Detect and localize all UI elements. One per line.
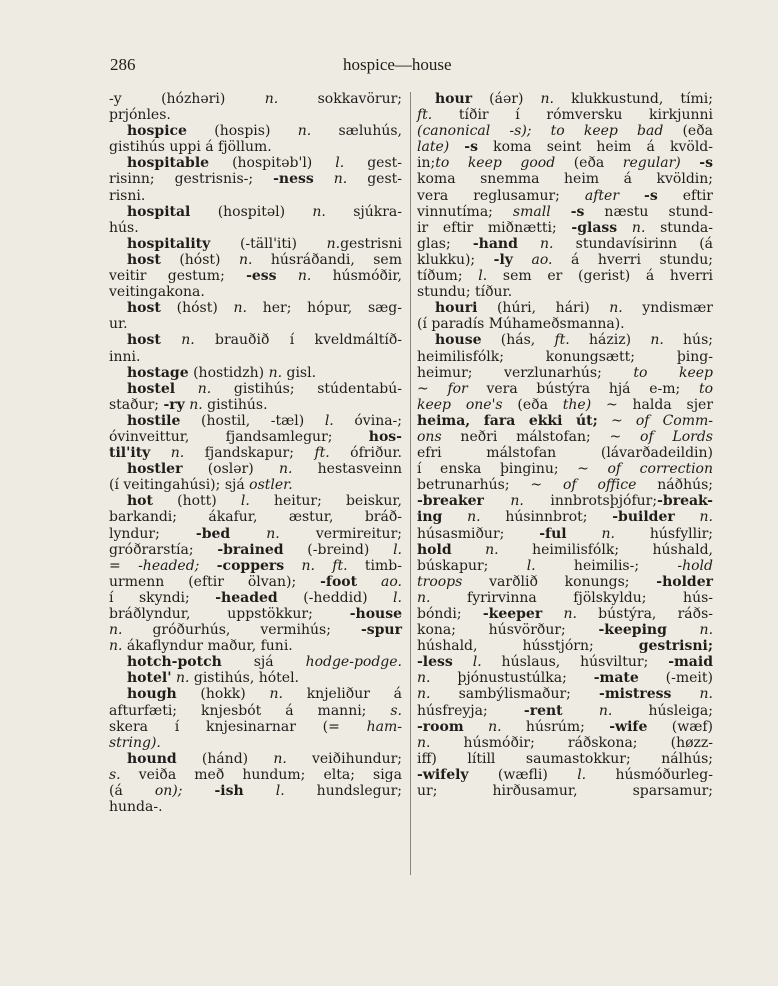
text-line: n. þjónustustúlka; -mate (-meit) [417, 670, 713, 687]
text-line: hound (hánd) n. veiðihundur; [127, 750, 403, 767]
text-line: stundu; tíður. [417, 284, 513, 301]
running-head: hospice—house [343, 55, 452, 74]
right-column [417, 91, 713, 799]
text-line: í skyndi; -headed (-heddid) l. [109, 589, 402, 606]
page-header [0, 55, 778, 79]
text-line: ft. tíðir í rómversku kirkjunni [417, 107, 713, 124]
text-line: in;to keep good (eða regular) -s [417, 155, 713, 172]
text-line: urmenn (eftir ölvan); -foot ao. [109, 573, 402, 590]
text-line: hospitable (hospitəb'l) l. gest- [127, 155, 402, 172]
text-line: húsasmiður; -ful n. húsfyllir; [417, 525, 713, 542]
text-line: ir eftir miðnætti; -glass n. stunda- [417, 219, 713, 236]
text-line: veitir gestum; -ess n. húsmóðir, [109, 268, 403, 285]
text-line: host (hóst) n. húsráðandi, sem [127, 251, 402, 268]
text-line: hunda-. [109, 799, 163, 816]
text-line: (í paradís Múhameðsmanna). [417, 316, 625, 333]
text-line: gróðrarstía; -brained (-breind) l. [109, 541, 403, 558]
text-line: gistihús uppi á fjöllum. [109, 139, 272, 156]
text-line: búskapur; l. heimilis-; -hold [417, 557, 713, 574]
text-line: -wifely (wæfli) l. húsmóðurleg- [417, 766, 713, 783]
text-line: koma snemma heim á kvöldin; [417, 171, 713, 188]
text-line: betrunarhús; ~ of office náðhús; [417, 477, 713, 494]
text-line: hotch-potch sjá hodge-podge. [127, 654, 402, 671]
text-line: troops varðlið konungs; -holder [417, 573, 713, 590]
text-line: hold n. heimilisfólk; húshald, [417, 541, 713, 558]
text-line: kona; húsvörður; -keeping n. [417, 622, 714, 639]
text-line: string). [109, 734, 161, 751]
text-line: hostile (hostil, -tæl) l. óvina-; [127, 412, 402, 429]
text-line: hour (áər) n. klukkustund, tími; [435, 91, 713, 107]
text-line: lyndur; -bed n. vermireitur; [109, 525, 402, 542]
text-line: host n. brauðið í kveldmáltíð- [127, 332, 402, 349]
text-line: hot (hott) l. heitur; beiskur, [127, 493, 402, 510]
text-line: barkandi; ákafur, æstur, bráð- [109, 509, 402, 526]
text-line: -breaker n. innbrotsþjófur;-break- [417, 493, 713, 510]
text-line: = -headed; -coppers n. ft. timb- [109, 557, 402, 574]
text-line: hotel' n. gistihús, hótel. [127, 670, 300, 687]
text-line: (á on); -ish l. hundslegur; [109, 783, 403, 800]
text-line: bráðlyndur, uppstökkur; -house [109, 606, 402, 622]
text-line: vinnutíma; small -s næstu stund- [417, 203, 713, 220]
text-line: veitingakona. [109, 284, 205, 301]
text-line: (í veitingahúsi); sjá ostler. [109, 477, 293, 494]
text-line: vera reglusamur; after -s eftir [417, 187, 713, 204]
text-line: glas; -hand n. stundavísirinn (á [417, 235, 714, 252]
text-line: hospitality (-täll'iti) n.gestrisni [127, 235, 402, 252]
text-line: húshald, hússtjórn; gestrisni; [417, 638, 713, 655]
text-line: ing n. húsinnbrot; -builder n. [417, 509, 713, 526]
text-line: houri (húri, hári) n. yndismær [435, 300, 713, 317]
text-line: inni. [109, 348, 141, 365]
text-line: house (hás, ft. háziz) n. hús; [435, 332, 713, 349]
text-line: -less l. húslaus, húsviltur; -maid [417, 654, 713, 671]
text-line: ur. [109, 316, 128, 333]
text-line: (canonical -s); to keep bad (eða [417, 123, 713, 140]
text-line: hough (hokk) n. knjeliður á [127, 686, 402, 703]
text-line: host (hóst) n. her; hópur, sæg- [127, 300, 402, 317]
text-line: hús. [109, 219, 139, 236]
text-line: í enska þinginu; ~ of correction [417, 461, 713, 478]
text-line: n. gróðurhús, vermihús; -spur [109, 622, 402, 639]
text-line: heima, fara ekki út; ~ of Comm- [417, 412, 714, 429]
text-line: staður; -ry n. gistihús. [109, 396, 268, 413]
text-line: iff) lítill saumastokkur; nálhús; [417, 750, 713, 767]
text-line: tíðum; l. sem er (gerist) á hverri [417, 268, 713, 285]
left-column [109, 91, 402, 815]
text-line: n. ákaflyndur maður, funi. [109, 638, 293, 655]
text-line: -y (hózhəri) n. sokkavörur; [109, 91, 402, 107]
text-line: hostler (oslər) n. hestasveinn [127, 461, 402, 478]
text-line: n. sambýlismaður; -mistress n. [417, 686, 713, 703]
text-line: n. fyrirvinna fjölskyldu; hús- [417, 589, 713, 606]
text-line: efri málstofan (lávarðadeildin) [417, 445, 713, 462]
text-line: óvinveittur, fjandsamlegur; hos- [109, 428, 402, 445]
text-line: keep one's (eða the) ~ halda sjer [417, 396, 714, 413]
text-line: risni. [109, 187, 146, 204]
text-line: ur; hirðusamur, sparsamur; [417, 783, 713, 800]
text-line: hospice (hospis) n. sæluhús, [127, 123, 402, 140]
text-line: heimur; verzlunarhús; to keep [417, 364, 713, 381]
text-line: prjónles. [109, 107, 171, 124]
text-line: hospital (hospitəl) n. sjúkra- [127, 203, 402, 220]
text-line: húsfreyja; -rent n. húsleiga; [417, 702, 713, 719]
text-line: heimilisfólk; konungsætt; þing- [417, 348, 713, 365]
text-line: skera í knjesinarnar (= ham- [109, 718, 402, 735]
text-line: risinn; gestrisnis-; -ness n. gest- [109, 171, 402, 188]
text-line: ~ for vera bústýra hjá e-m; to [417, 380, 713, 397]
text-line: ons neðri málstofan; ~ of Lords [417, 428, 713, 445]
page-number: 286 [110, 55, 136, 74]
column-divider [410, 92, 411, 875]
text-line: s. veiða með hundum; elta; siga [109, 766, 402, 783]
text-line: bóndi; -keeper n. bústýra, ráðs- [417, 606, 713, 622]
text-line: til'ity n. fjandskapur; ft. ófriður. [109, 445, 402, 462]
text-line: hostel n. gistihús; stúdentabú- [127, 380, 402, 397]
text-line: n. húsmóðir; ráðskona; (høzz- [417, 734, 713, 751]
text-line: hostage (hostidzh) n. gisl. [127, 364, 317, 381]
text-line: -room n. húsrúm; -wife (wæf) [417, 718, 713, 735]
text-line: late) -s koma seint heim á kvöld- [417, 139, 713, 156]
text-line: afturfæti; knjesbót á manni; s. [109, 702, 402, 719]
text-line: klukku); -ly ao. á hverri stundu; [417, 251, 713, 268]
